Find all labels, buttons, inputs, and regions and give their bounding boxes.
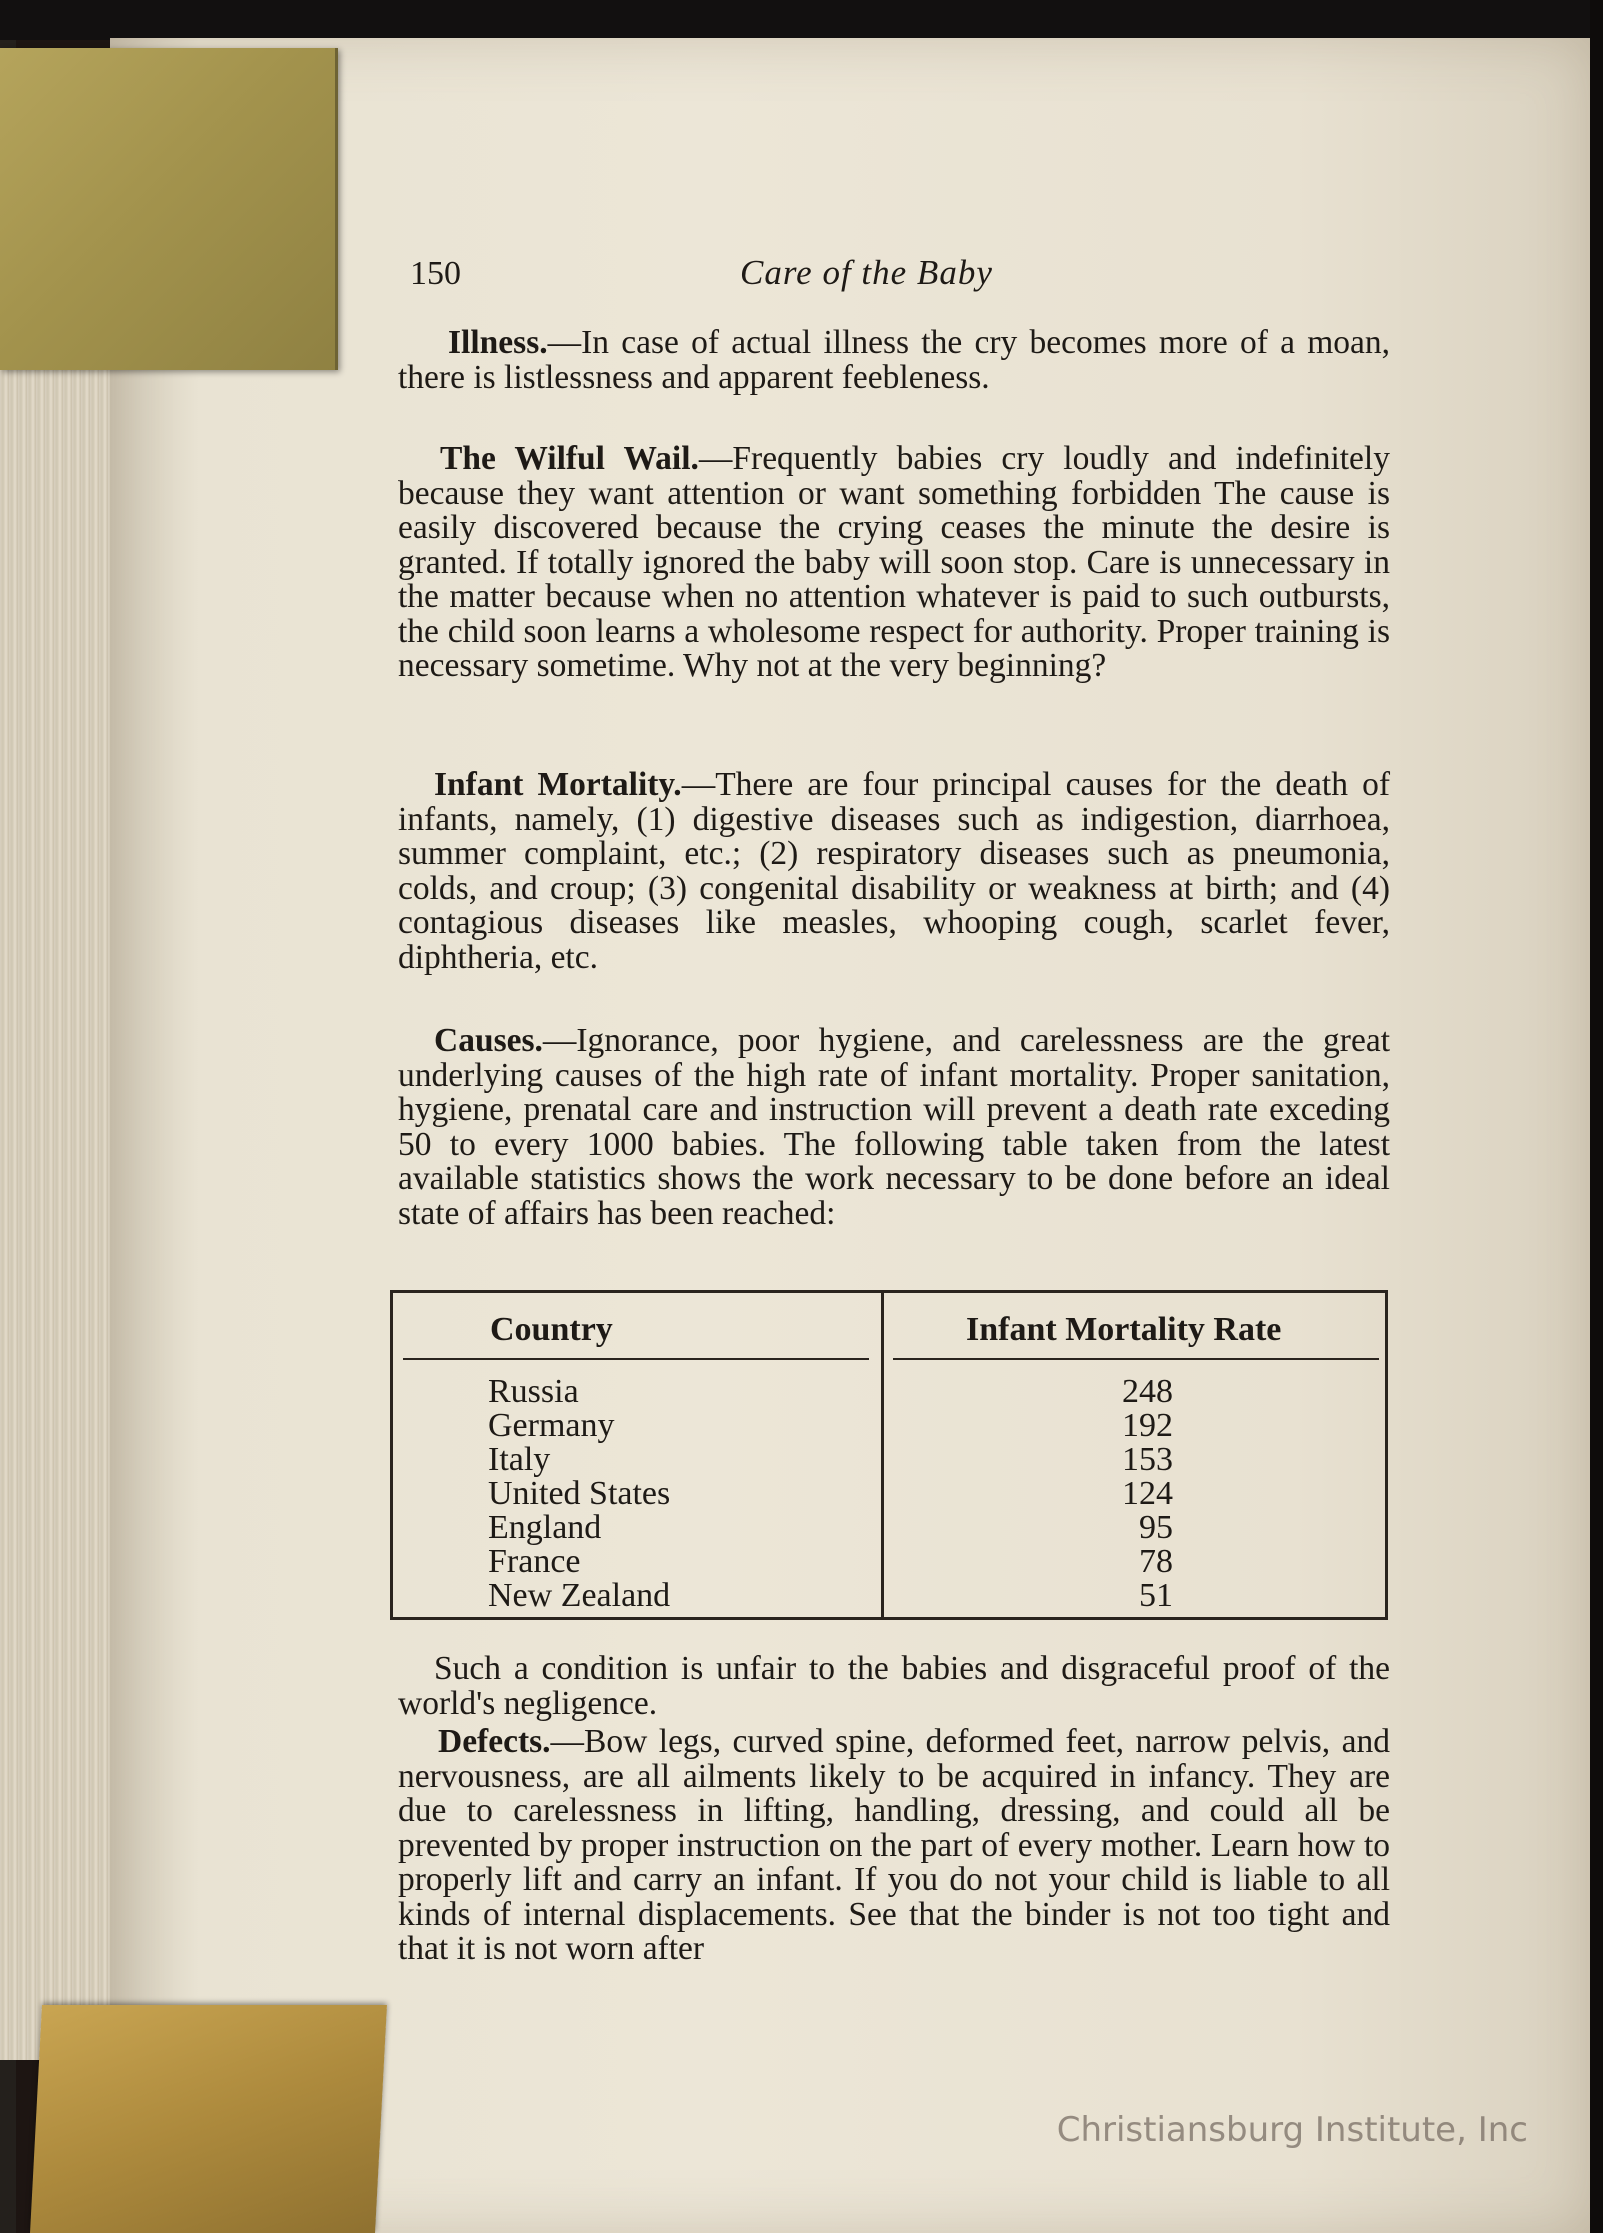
table-header-rule <box>893 1358 1379 1360</box>
paragraph-heading: Defects. <box>438 1723 551 1760</box>
country-cell: England <box>488 1509 602 1546</box>
paragraph-text: —In case of actual illness the cry becomes more of a moan, there is listlessness and apparent feebleness. <box>398 324 1390 396</box>
paragraph-such-condition <box>398 1652 1390 1721</box>
paragraph-causes <box>398 1024 1390 1231</box>
country-cell: United States <box>488 1475 671 1512</box>
gold-tab-top <box>0 48 338 370</box>
paragraph-infant-mortality <box>398 768 1390 975</box>
table-row <box>393 1409 1385 1443</box>
table-row <box>393 1443 1385 1477</box>
rate-cell: 248 <box>1122 1373 1173 1410</box>
country-cell: Italy <box>488 1441 551 1478</box>
column-header-rate: Infant Mortality Rate <box>966 1311 1282 1348</box>
mortality-table <box>390 1290 1388 1620</box>
table-row <box>393 1511 1385 1545</box>
country-cell: New Zealand <box>488 1577 671 1614</box>
table-body <box>393 1375 1385 1613</box>
watermark: Christiansburg Institute, Inc <box>1056 2110 1528 2150</box>
page-number: 150 <box>410 255 461 292</box>
paragraph-text: —Frequently babies cry loudly and indefinitely because they want attention or want something forbidden The cause is easily discovered because the crying ceases the minute the desire is granted. If totally ignored the baby will soon stop. Care is unnecessary in the matter because when no attention whatever is paid to such outbursts, the child soon learns a wholesome respect for authority. Proper training is necessary sometime. Why not at the very beginning? <box>398 440 1390 684</box>
table-row <box>393 1477 1385 1511</box>
table-row <box>393 1375 1385 1409</box>
paragraph-heading: Illness. <box>448 324 548 361</box>
table-row <box>393 1579 1385 1613</box>
paragraph-defects <box>398 1725 1390 1967</box>
paragraph-wilful-wail <box>398 442 1390 684</box>
paragraph-heading: Infant Mortality. <box>434 766 682 803</box>
rate-cell: 153 <box>1122 1441 1173 1478</box>
background-right <box>1590 0 1603 2233</box>
paragraph-illness <box>398 326 1390 395</box>
country-cell: Russia <box>488 1373 579 1410</box>
paragraph-text: —Ignorance, poor hygiene, and carelessness are the great underlying causes of the high rate of infant mortality. Proper sanitation, hygiene, prenatal care and instruction will prevent a death rate exceding 50 to every 1000 babies. The following table taken from the latest available statistics shows the work necessary to be done before an ideal state of affairs has been reached: <box>398 1022 1390 1232</box>
paragraph-text: —Bow legs, curved spine, deformed feet, narrow pelvis, and nervousness, are all ailments likely to be acquired in infancy. They are due to carelessness in lifting, handling, dressing, and could all be prevented by proper instruction on the part of every mother. Learn how to properly lift and carry an infant. If you do not your child is liable to all kinds of internal displacements. See that the binder is not too tight and that it is not worn after <box>398 1723 1390 1967</box>
rate-cell: 192 <box>1122 1407 1173 1444</box>
table-row <box>393 1545 1385 1579</box>
rate-cell: 95 <box>1139 1509 1173 1546</box>
paragraph-text: Such a condition is unfair to the babies and disgraceful proof of the world's negligence. <box>398 1650 1390 1722</box>
rate-cell: 124 <box>1122 1475 1173 1512</box>
rate-cell: 78 <box>1139 1543 1173 1580</box>
country-cell: Germany <box>488 1407 615 1444</box>
table-header-rule <box>403 1358 869 1360</box>
paragraph-text: —There are four principal causes for the death of infants, namely, (1) digestive diseases such as indigestion, diarrhoea, summer complaint, etc.; (2) respiratory diseases such as pneumonia, colds, and croup; (3) congenital disability or weakness at birth; and (4) contagious diseases like measles, whooping cough, scarlet fever, diphtheria, etc. <box>398 766 1390 976</box>
paragraph-heading: Causes. <box>434 1022 543 1059</box>
gold-tab-bottom <box>30 2005 387 2233</box>
running-title: Care of the Baby <box>740 253 993 292</box>
rate-cell: 51 <box>1139 1577 1173 1614</box>
country-cell: France <box>488 1543 581 1580</box>
paragraph-heading: The Wilful Wail. <box>440 440 699 477</box>
background-top <box>0 0 1603 40</box>
column-header-country: Country <box>490 1311 613 1348</box>
